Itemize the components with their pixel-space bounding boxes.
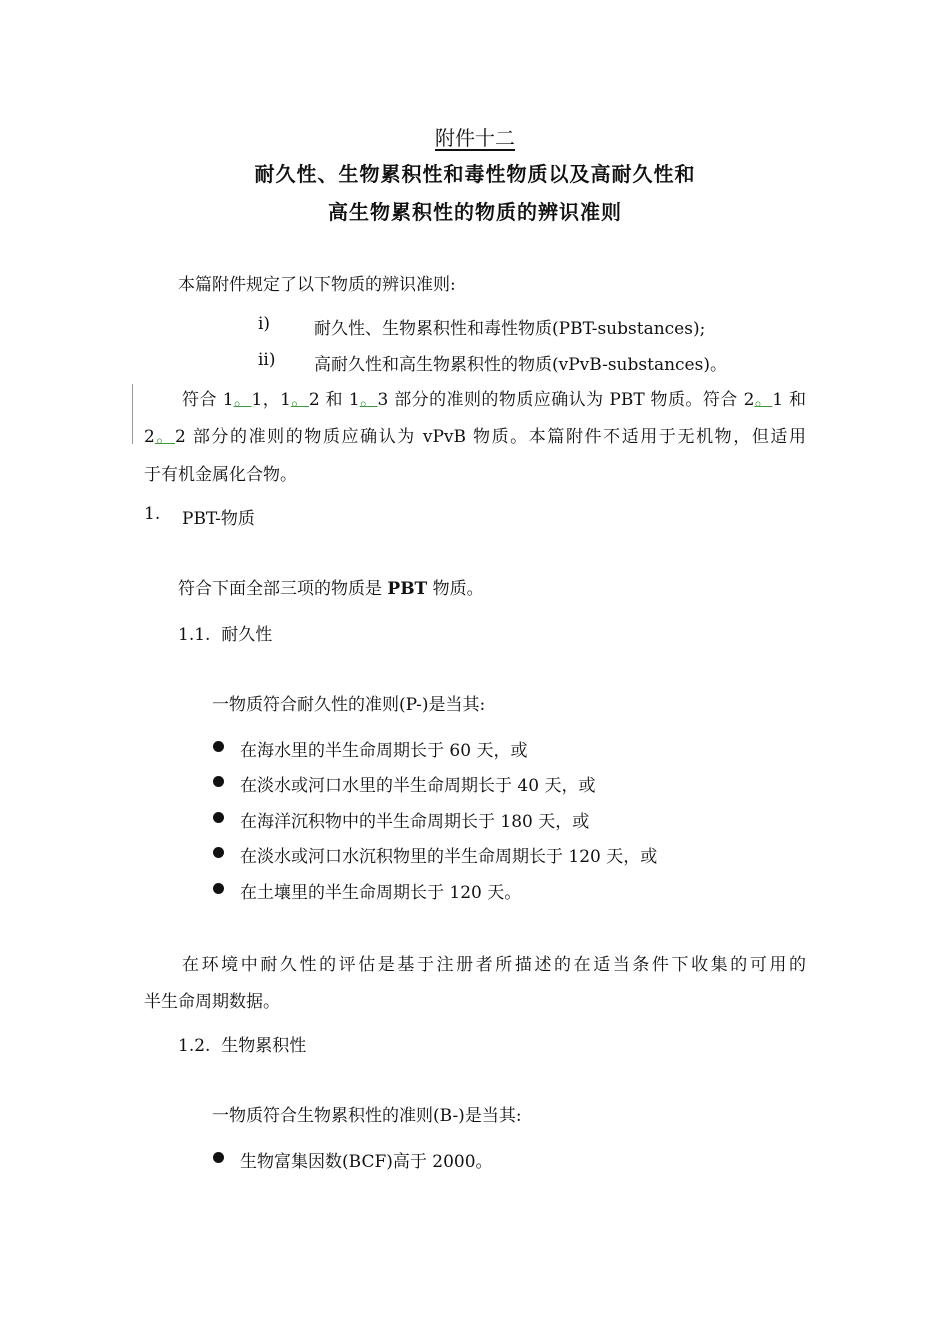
bullet-item: 在淡水或河口水沉积物里的半生命周期长于 120 天，或 <box>240 847 658 867</box>
intro-item-text: 高耐久性和高生物累积性的物质(vPvB-substances)。 <box>314 355 727 375</box>
bullet-dot <box>213 1152 224 1163</box>
subsection-heading-bioaccumulation: 1.2. 生物累积性 <box>178 1036 307 1056</box>
bullet-item: 生物富集因数(BCF)高于 2000。 <box>240 1152 493 1172</box>
intro-paragraph-line-2: 2。2 部分的准则的物质应确认为 vPvB 物质。本篇附件不适用于无机物，但适用 <box>144 427 807 447</box>
subsection-heading-persistence: 1.1. 耐久性 <box>178 625 273 645</box>
bullet-dot <box>213 883 224 894</box>
bullet-item: 在土壤里的半生命周期长于 120 天。 <box>240 883 522 903</box>
pbt-bold: PBT <box>387 579 428 599</box>
intro-item-text: 耐久性、生物累积性和毒性物质(PBT-substances); <box>314 319 706 339</box>
criteria-lead-bioaccumulation: 一物质符合生物累积性的准则(B-)是当其: <box>212 1106 522 1126</box>
tracked-insertion: 。 <box>233 390 252 410</box>
section-number: 1. <box>144 504 161 524</box>
bullet-item: 在淡水或河口水里的半生命周期长于 40 天，或 <box>240 776 596 796</box>
bullet-item: 在海水里的半生命周期长于 60 天，或 <box>240 741 528 761</box>
tracked-insertion: 。 <box>754 390 773 410</box>
criteria-lead-persistence: 一物质符合耐久性的准则(P-)是当其: <box>212 695 486 715</box>
intro-paragraph-line-3: 于有机金属化合物。 <box>144 465 297 485</box>
intro-lead: 本篇附件规定了以下物质的辨识准则: <box>178 275 456 295</box>
tracked-insertion: 。 <box>154 427 176 447</box>
bullet-dot <box>213 812 224 823</box>
intro-paragraph-line-1: 符合 1。1，1。2 和 1。3 部分的准则的物质应确认为 PBT 物质。符合 2。1 和 <box>182 390 806 410</box>
section-heading: PBT-物质 <box>182 509 255 529</box>
annex-title-line-1: 耐久性、生物累积性和毒性物质以及高耐久性和 <box>254 162 696 186</box>
bullet-item: 在海洋沉积物中的半生命周期长于 180 天，或 <box>240 812 590 832</box>
bullet-dot <box>213 847 224 858</box>
annex-title-line-2: 高生物累积性的物质的辨识准则 <box>328 200 622 224</box>
bullet-dot <box>213 741 224 752</box>
annex-number: 附件十二 <box>435 126 515 150</box>
revision-bar <box>132 384 133 444</box>
assessment-line-2: 半生命周期数据。 <box>144 992 280 1012</box>
section-lead: 符合下面全部三项的物质是 PBT 物质。 <box>178 579 484 599</box>
bullet-dot <box>213 776 224 787</box>
intro-item-marker: i) <box>258 314 271 334</box>
intro-item-marker: ii) <box>258 350 276 370</box>
tracked-insertion: 。 <box>290 390 309 410</box>
assessment-line-1: 在环境中耐久性的评估是基于注册者所描述的在适当条件下收集的可用的 <box>182 955 806 975</box>
tracked-insertion: 。 <box>359 390 378 410</box>
